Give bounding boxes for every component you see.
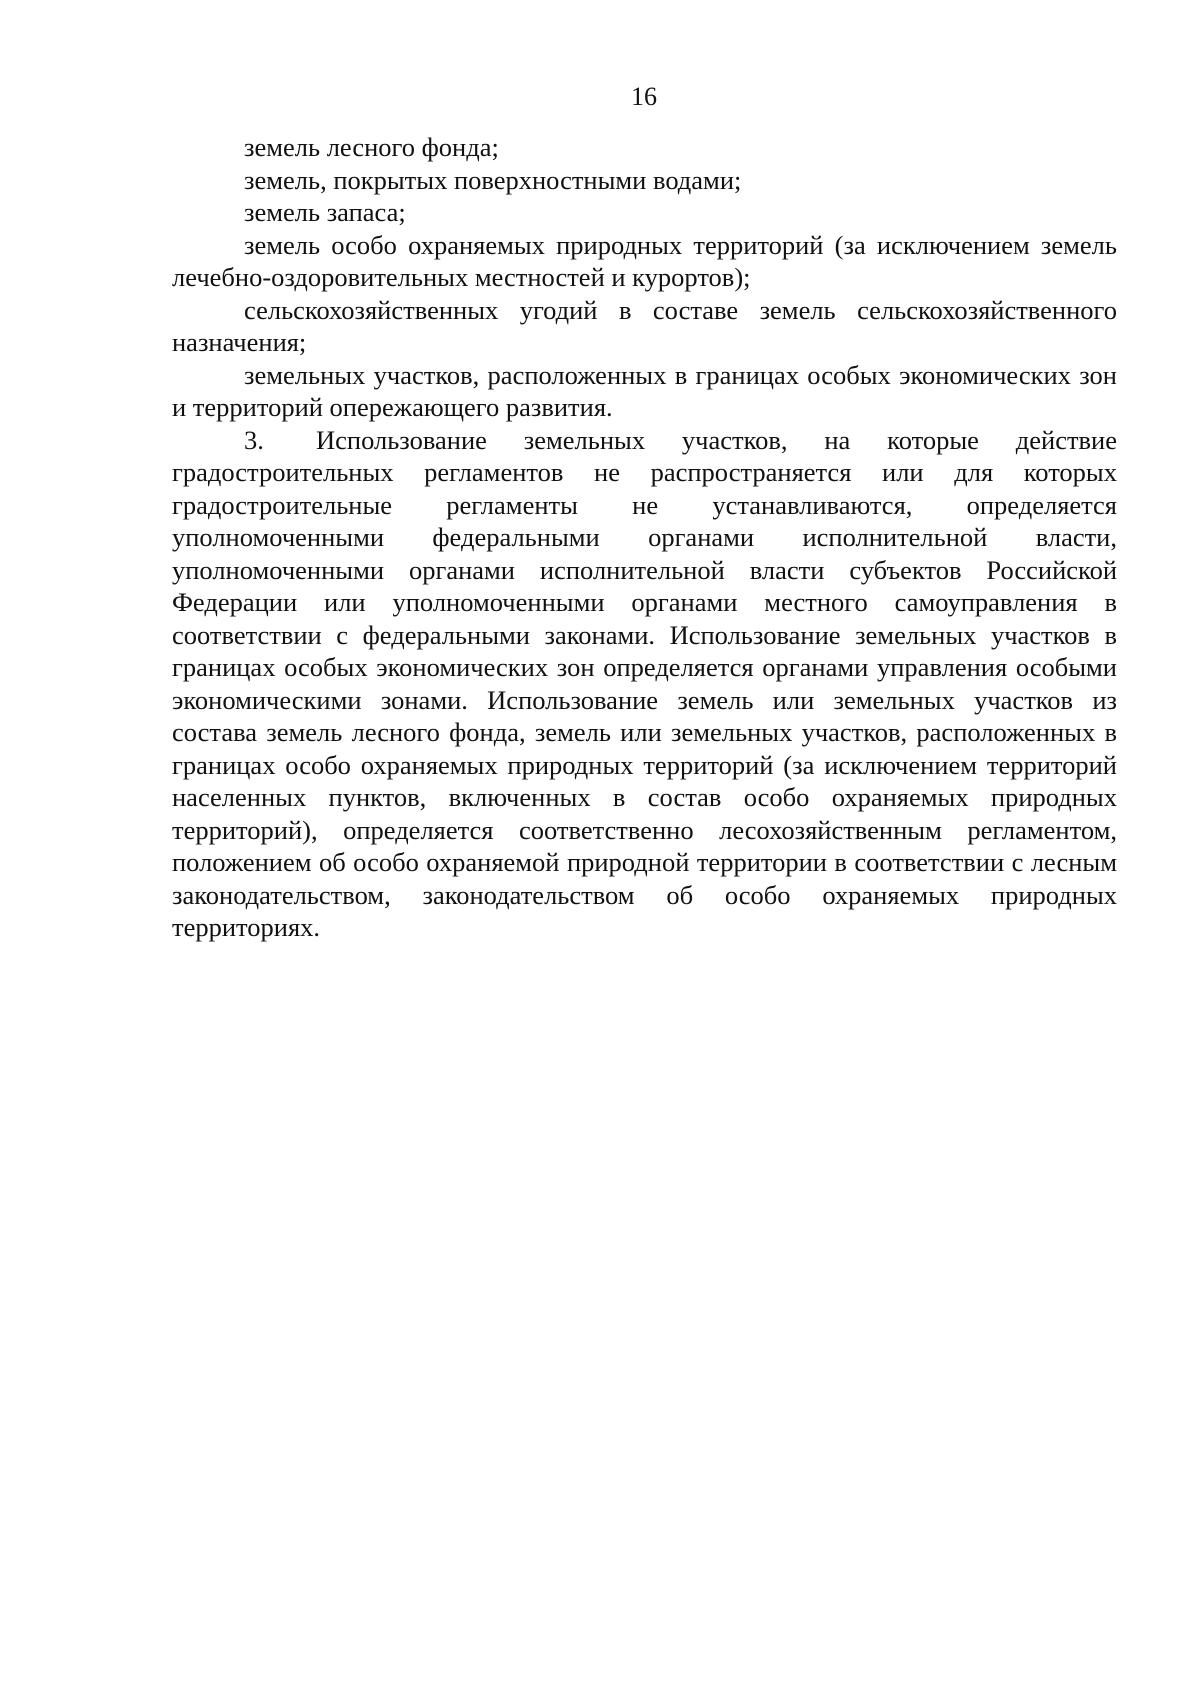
section-3-text: Использование земельных участков, на которые действие градостроительных регламентов не распространяется или для которых градостроительные регламенты не устанавливаются, определяется уполномоченными федеральными органами исполнительной власти, уполномоченными органами исполнительной власти субъектов Российской Федерации или уполномоченными органами местного самоуправления в соответствии с федеральными законами. Использование земельных участков в границах особых экономических зон определяется органами управления особыми экономическими зонами. Использование земель или земельных участков из состава земель лесного фонда, земель или земельных участков, расположенных в границах особо охраняемых природных территорий (за исключением территорий населенных пунктов, включенных в состав особо охраняемых природных территорий), определяется соответственно лесохозяйственным регламентом, положением об особо охраняемой природной территории в соответствии с лесным законодательством, законодательством об особо охраняемых природных территориях.	[172, 424, 1117, 942]
document-body	[172, 131, 1117, 944]
section-3-paragraph	[172, 424, 1117, 944]
list-item-reserve-lands: земель запаса;	[244, 197, 406, 227]
list-item-water-lands: земель, покрытых поверхностными водами;	[244, 164, 742, 195]
list-item-forest-lands: земель лесного фонда;	[244, 132, 499, 162]
list-item-protected-territories: земель особо охраняемых природных территорий (за исключением земель лечебно-оздоровительных местностей и курортов);	[172, 229, 1117, 292]
page-number: 16	[631, 82, 657, 111]
section-3-number: 3.	[244, 424, 264, 455]
list-item-agricultural-lands: сельскохозяйственных угодий в составе земель сельскохозяйственного назначения;	[172, 294, 1117, 357]
list-item-economic-zones: земельных участков, расположенных в границах особых экономических зон и территорий опережающего развития.	[172, 359, 1117, 422]
